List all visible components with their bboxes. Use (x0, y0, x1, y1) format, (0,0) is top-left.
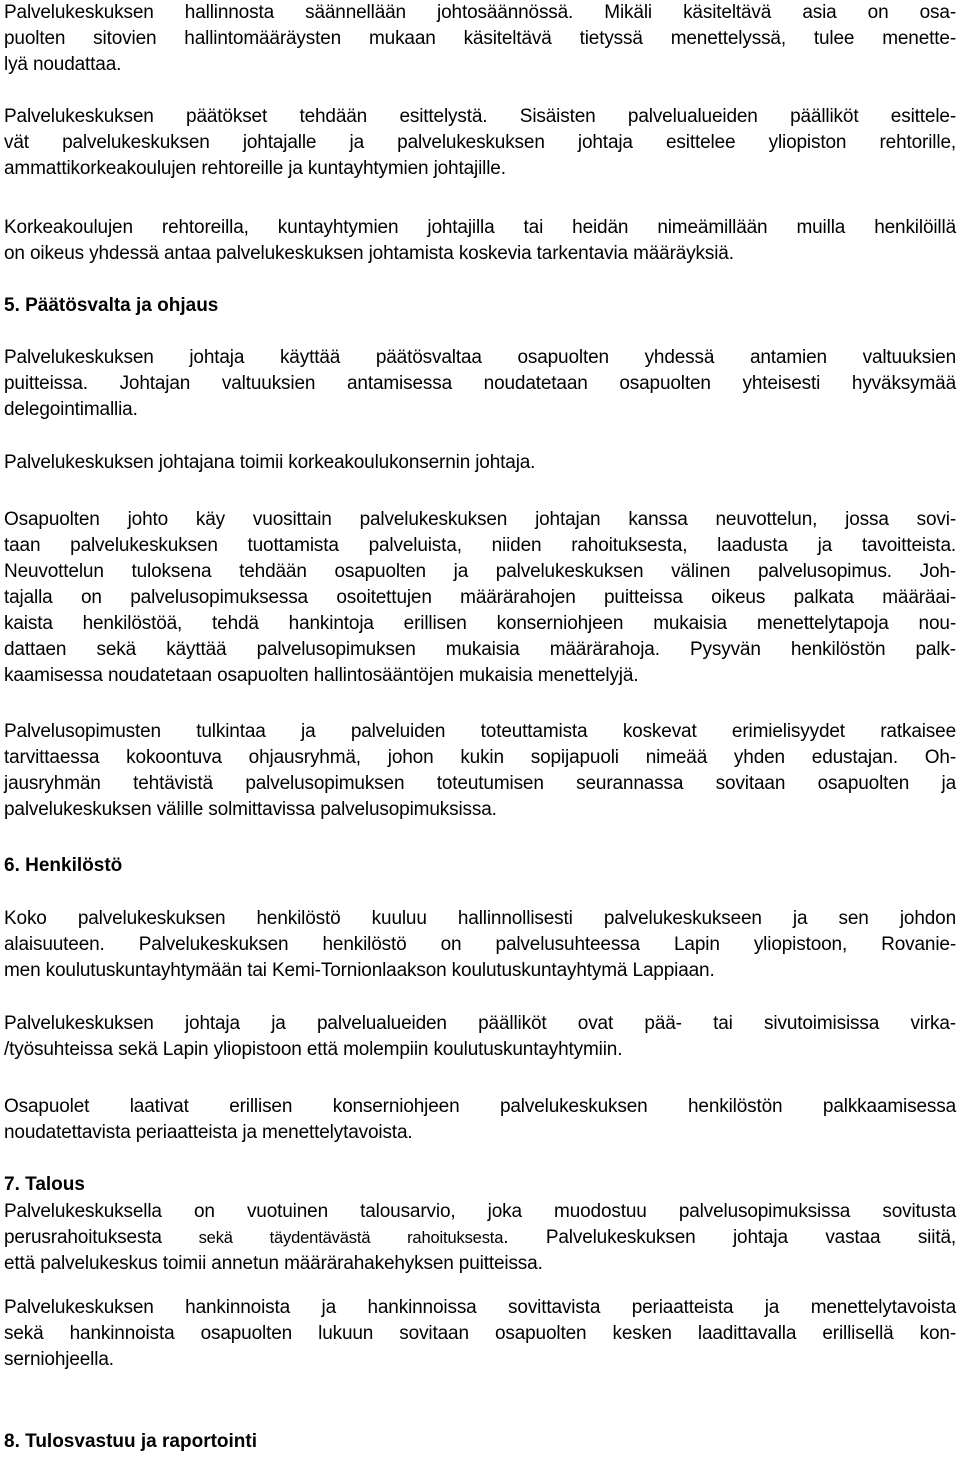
text-line: että palvelukeskus toimii annetun määrärahakehyksen puitteissa. (4, 1253, 543, 1274)
text-line: men koulutuskuntayhtymään tai Kemi-Tornionlaakson koulutuskuntayhtymä Lappiaan. (4, 960, 715, 981)
text-line: Palvelukeskuksen hankinnoista ja hankinnoissa sovittavista periaatteista ja menettelytavoista (4, 1297, 956, 1318)
text-line: Palvelukeskuksen johtajana toimii korkeakoulukonsernin johtaja. (4, 452, 536, 473)
text-line: Palvelukeskuksen johtaja ja palvelualueiden päälliköt ovat pää- tai sivutoimisissa virka- (4, 1013, 956, 1034)
text-line: Palvelusopimusten tulkintaa ja palveluiden toteuttamista koskevat erimielisyydet ratkaisee (4, 721, 956, 742)
section-heading-8: 8. Tulosvastuu ja raportointi (4, 1431, 258, 1452)
text-line: Osapuolet laativat erillisen konserniohjeen palvelukeskuksen henkilöstön palkkaamisessa (4, 1096, 956, 1117)
section-heading-5: 5. Päätösvalta ja ohjaus (4, 295, 219, 316)
text-line: serniohjeella. (4, 1349, 114, 1370)
section-heading-6: 6. Henkilöstö (4, 855, 123, 876)
text-line: puitteissa. Johtajan valtuuksien antamisessa noudatetaan osapuolten yhteisesti hyväksymää (4, 373, 956, 394)
text-line: kaista henkilöstöä, tehdä hankintoja erillisen konserniohjeen mukaisia menettelytapoja nou- (4, 613, 956, 634)
text-line: taan palvelukeskuksen tuottamista palveluista, niiden rahoituksesta, laadusta ja tavoitteista. (4, 535, 956, 556)
text-line: lyä noudattaa. (4, 54, 122, 75)
text-line: Koko palvelukeskuksen henkilöstö kuuluu hallinnollisesti palvelukeskukseen ja sen johdon (4, 908, 956, 929)
paragraph-authority (4, 345, 956, 423)
paragraph-administration (4, 0, 956, 78)
text-line: Palvelukeskuksen päätökset tehdään esittelystä. Sisäisten palvelualueiden päälliköt esittele- (4, 106, 956, 127)
paragraph-budget (4, 1199, 956, 1277)
paragraph-employment (4, 1011, 956, 1063)
text-line: ammattikorkeakoulujen rehtoreille ja kuntayhtymien johtajille. (4, 158, 506, 179)
text-line: Neuvottelun tuloksena tehdään osapuolten ja palvelukeskuksen välinen palvelusopimus. Joh- (4, 561, 956, 582)
text-fragment: . Palvelukeskuksen johtaja vastaa siitä, (503, 1227, 956, 1248)
text-line: Korkeakoulujen rehtoreilla, kuntayhtymien johtajilla tai heidän nimeämillään muilla henkilöillä (4, 217, 956, 238)
paragraph-director (4, 450, 956, 476)
text-line-mixed (4, 1225, 956, 1251)
paragraph-rectors (4, 215, 956, 267)
text-line: on oikeus yhdessä antaa palvelukeskuksen johtamista koskevia tarkentavia määräyksiä. (4, 243, 734, 264)
text-line: sekä hankinnoista osapuolten lukuun sovitaan osapuolten kesken laadittavalla erillisellä kon- (4, 1323, 956, 1344)
text-line: noudatettavista periaatteista ja menettelytavoista. (4, 1122, 413, 1143)
section-heading-7: 7. Talous (4, 1174, 85, 1195)
paragraph-steering-group (4, 719, 956, 823)
text-line: tajalla on palvelusopimuksessa osoitettujen määrärahojen puitteissa oikeus palkata määräai- (4, 587, 956, 608)
text-line: Palvelukeskuksella on vuotuinen talousarvio, joka muodostuu palvelusopimuksissa sovitusta (4, 1201, 956, 1222)
paragraph-guideline (4, 1094, 956, 1146)
text-line: Osapuolten johto käy vuosittain palvelukeskuksen johtajan kanssa neuvottelun, jossa sovi- (4, 509, 956, 530)
text-line: /työsuhteissa sekä Lapin yliopistoon että molempiin koulutuskuntayhtymiin. (4, 1039, 623, 1060)
text-line: vät palvelukeskuksen johtajalle ja palvelukeskuksen johtaja esittelee yliopiston rehtorille, (4, 132, 956, 153)
text-line: alaisuuteen. Palvelukeskuksen henkilöstö on palvelusuhteessa Lapin yliopistoon, Rovanie- (4, 934, 956, 955)
text-line: puolten sitovien hallintomääräysten mukaan käsiteltävä tietyssä menettelyssä, tulee menette- (4, 28, 956, 49)
text-line: tarvittaessa kokoontuva ohjausryhmä, johon kukin sopijapuoli nimeää yhden edustajan. Oh- (4, 747, 956, 768)
text-line: jausryhmän tehtävistä palvelusopimuksen toteutumisen seurannassa sovitaan osapuolten ja (4, 773, 956, 794)
text-fragment-small: sekä täydentävästä rahoituksesta (161, 1229, 504, 1247)
paragraph-decisions (4, 104, 956, 182)
text-line: Palvelukeskuksen hallinnosta säännellään johtosäännössä. Mikäli käsiteltävä asia on osa- (4, 2, 956, 23)
text-line: Palvelukeskuksen johtaja käyttää päätösvaltaa osapuolten yhdessä antamien valtuuksien (4, 347, 956, 368)
text-line: palvelukeskuksen välille solmittavissa palvelusopimuksissa. (4, 799, 497, 820)
paragraph-negotiation (4, 507, 956, 689)
text-line: dattaen sekä käyttää palvelusopimuksen mukaisia määrärahoja. Pysyvän henkilöstön palk- (4, 639, 956, 660)
text-line: delegointimallia. (4, 399, 138, 420)
paragraph-procurement (4, 1295, 956, 1373)
text-fragment: perusrahoituksesta (4, 1227, 162, 1248)
paragraph-staff (4, 906, 956, 984)
text-line: kaamisessa noudatetaan osapuolten hallintosääntöjen mukaisia menettelyjä. (4, 665, 639, 686)
